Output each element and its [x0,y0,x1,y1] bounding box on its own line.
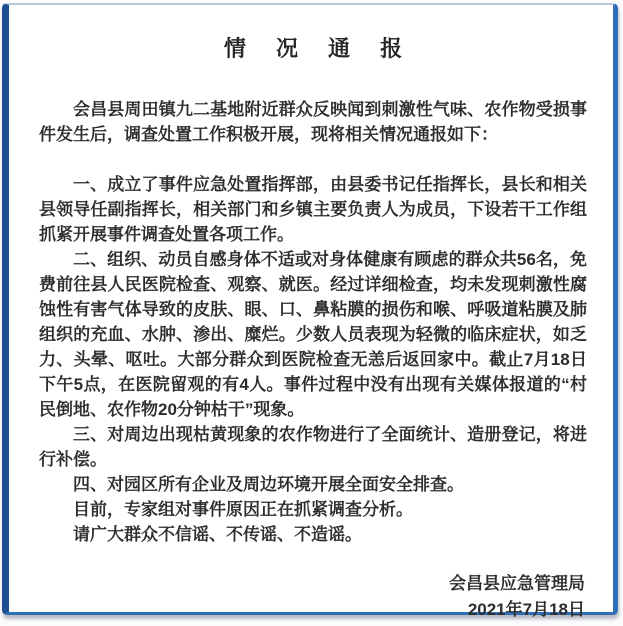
paragraph-appeal: 请广大群众不信谣、不传谣、不造谣。 [73,525,362,544]
notice-body [39,97,587,547]
signature: 会昌县应急管理局 [449,574,585,593]
signature-block [39,571,587,623]
notice-content [9,5,613,623]
paragraph-item-1: 一、成立了事件应急处置指挥部，由县委书记任指挥长，县长和相关县领导任副指挥长，相关部门和乡镇主要负责人为成员，下设若干工作组抓紧开展事件调查处置各项工作。 [39,175,587,244]
paragraph-current-status: 目前，专家组对事件原因正在抓紧调查分析。 [73,500,413,519]
paragraph-item-3: 三、对周边出现枯黄现象的农作物进行了全面统计、造册登记，将进行补偿。 [39,425,587,469]
paragraph-intro: 会昌县周田镇九二基地附近群众反映闻到刺激性气味、农作物受损事件发生后，调查处置工作积极开展，现将相关情况通报如下： [39,100,587,144]
date: 2021年7月18日 [467,600,585,619]
paragraph-item-2: 二、组织、动员自感身体不适或对身体健康有顾虑的群众共56名，免费前往县人民医院检查、观察、就医。经过详细检查，均未发现刺激性腐蚀性有害气体导致的皮肤、眼、口、鼻粘膜的损伤和喉、呼吸道粘膜及肺组织的充血、水肿、渗出、糜烂。少数人员表现为轻微的临床症状，如乏力、头晕、呕吐。大部分群众到医院检查无恙后返回家中。截止7月18日下午5点，在医院留观的有4人。事件过程中没有出现有关媒体报道的“村民倒地、农作物20分钟枯干”现象。 [39,250,587,419]
notice-card [2,3,618,619]
paragraph-item-4: 四、对园区所有企业及周边环境开展全面安全排查。 [73,475,464,494]
notice-title: 情 况 通 报 [223,36,415,61]
